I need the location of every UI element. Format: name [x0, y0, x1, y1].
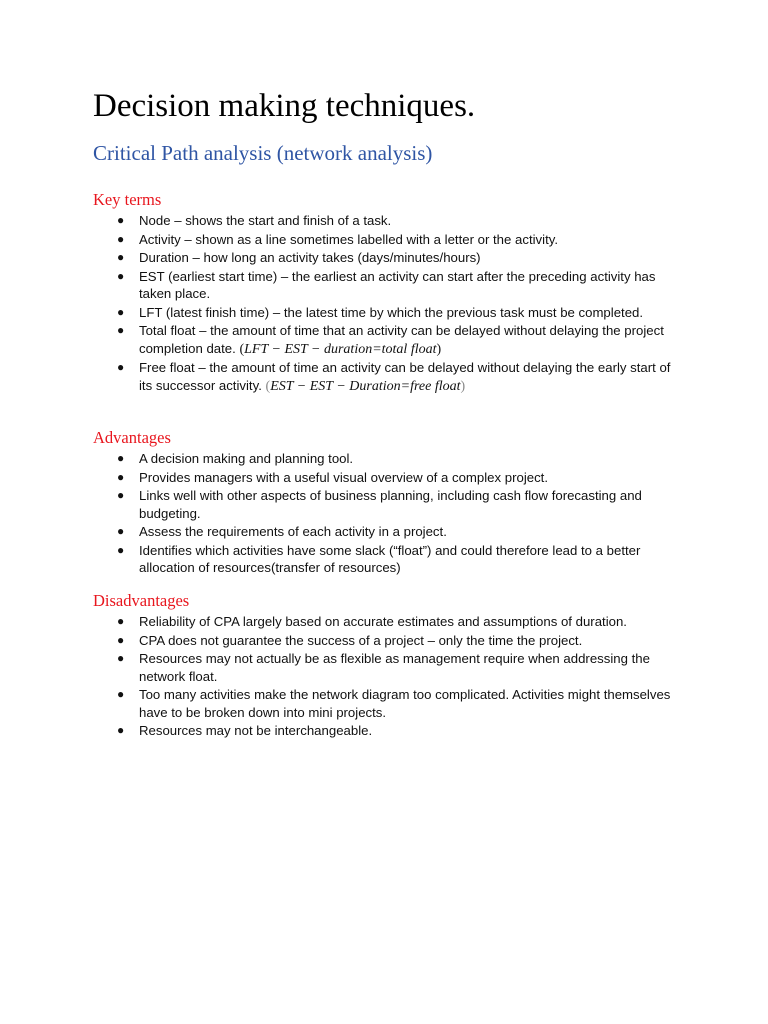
- bullet-icon: ●: [117, 524, 125, 538]
- list-item-text: Resources may not be interchangeable.: [139, 723, 373, 738]
- bullet-icon: ●: [117, 469, 125, 484]
- list-item: [93, 322, 683, 358]
- advantages-heading: Advantages: [93, 428, 171, 447]
- list-item: [93, 359, 683, 395]
- list-item: [93, 613, 683, 631]
- list-item: [93, 469, 683, 487]
- free-float-formula: (EST − EST − Duration=free float): [265, 378, 466, 394]
- list-item-text: Identifies which activities have some slack (“float”) and could therefore lead to a better allocation of resources(transfer of resources): [139, 542, 641, 575]
- list-item: [93, 523, 683, 541]
- list-item-text: EST (earliest start time) – the earliest an activity can start after the preceding activity has taken place.: [139, 268, 656, 301]
- bullet-icon: ●: [117, 651, 125, 665]
- page-title: Decision making techniques.: [93, 88, 476, 124]
- list-item-text: CPA does not guarantee the success of a project – only the time the project.: [139, 632, 583, 648]
- bullet-icon: ●: [117, 323, 125, 337]
- list-item-text: A decision making and planning tool.: [139, 451, 354, 466]
- list-item: [93, 231, 683, 249]
- bullet-icon: ●: [117, 614, 125, 628]
- list-item-text: Activity – shown as a line sometimes labelled with a letter or the activity.: [139, 231, 559, 247]
- list-item: [93, 212, 683, 230]
- bullet-icon: ●: [117, 723, 125, 737]
- key-terms-heading: Key terms: [93, 190, 162, 209]
- bullet-icon: ●: [117, 268, 125, 283]
- list-item-text: Assess the requirements of each activity in a project.: [139, 524, 447, 539]
- list-item-text: Too many activities make the network diagram too complicated. Activities might themselves have to be broken down into mini projects.: [139, 687, 671, 720]
- bullet-icon: ●: [117, 687, 125, 701]
- advantages-list: [93, 450, 683, 577]
- list-item-text: Reliability of CPA largely based on accurate estimates and assumptions of duration.: [139, 614, 627, 629]
- disadvantages-section: [93, 591, 683, 741]
- bullet-icon: ●: [117, 632, 125, 647]
- list-item: [93, 542, 683, 577]
- list-item-text: Provides managers with a useful visual overview of a complex project.: [139, 469, 548, 485]
- key-terms-section: [93, 190, 683, 396]
- list-item-text: Node – shows the start and finish of a task.: [139, 213, 392, 228]
- key-terms-list: [93, 212, 683, 395]
- list-item-text: LFT (latest finish time) – the latest time by which the previous task must be completed.: [139, 304, 644, 320]
- advantages-section: [93, 428, 683, 578]
- page-subtitle: Critical Path analysis (network analysis): [93, 141, 433, 165]
- list-item: [93, 304, 683, 322]
- list-item: [93, 450, 683, 468]
- bullet-icon: ●: [117, 451, 125, 465]
- bullet-icon: ●: [117, 250, 125, 264]
- list-item: [93, 722, 683, 740]
- list-item: [93, 268, 683, 303]
- list-item: [93, 487, 683, 522]
- bullet-icon: ●: [117, 360, 125, 374]
- list-item-text: Resources may not actually be as flexible as management require when addressing the network float.: [139, 651, 650, 684]
- total-float-formula: (LFT − EST − duration=total float): [239, 341, 442, 357]
- list-item: [93, 686, 683, 721]
- bullet-icon: ●: [117, 542, 125, 557]
- list-item: [93, 632, 683, 650]
- bullet-icon: ●: [117, 488, 125, 502]
- disadvantages-list: [93, 613, 683, 740]
- bullet-icon: ●: [117, 231, 125, 246]
- list-item-text: Free float – the amount of time an activity can be delayed without delaying the early start of its successor activity.: [139, 360, 671, 393]
- list-item: [93, 650, 683, 685]
- list-item-text: Total float – the amount of time that an activity can be delayed without delaying the project completion date.: [139, 323, 664, 356]
- list-item-text: Duration – how long an activity takes (days/minutes/hours): [139, 250, 481, 265]
- list-item: [93, 249, 683, 267]
- disadvantages-heading: Disadvantages: [93, 591, 190, 610]
- bullet-icon: ●: [117, 304, 125, 319]
- bullet-icon: ●: [117, 213, 125, 227]
- list-item-text: Links well with other aspects of business planning, including cash flow forecasting and budgeting.: [139, 488, 642, 521]
